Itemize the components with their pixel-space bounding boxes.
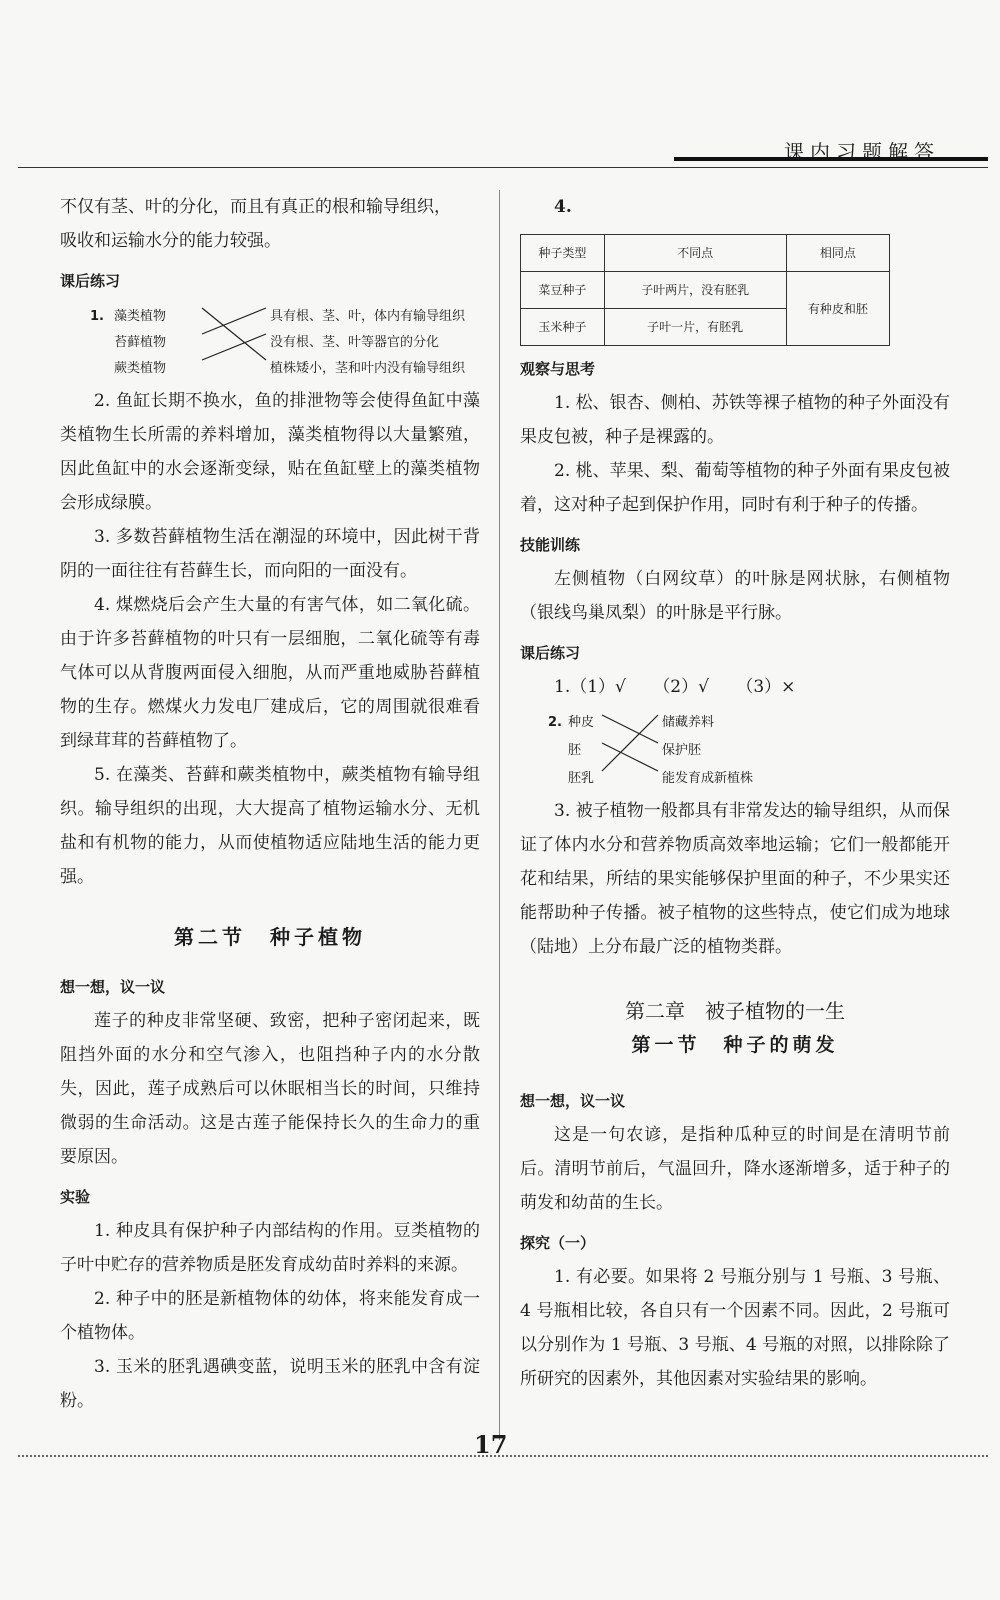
check-answers (520, 670, 950, 704)
table-cell-common: 有种皮和胚 (786, 272, 889, 346)
exercises-heading: 课后练习 (60, 272, 121, 290)
header-title: 课内习题解答 (784, 140, 940, 164)
think-text: 莲子的种皮非常坚硬、致密，把种子密闭起来，既阻挡外面的水分和空气渗入，也阻挡种子内的水分散失，因此，莲子成熟后可以休眠相当长的时间，只维持微弱的生命活动。这是古莲子能保持长久的生命力的重要原因。 (60, 1011, 480, 1167)
answer-3: 3. 被子植物一般都具有非常发达的输导组织，从而保证了体内水分和营养物质高效率地运输；它们一般都能开花和结果，所结的果实能够保护里面的种子，不少果实还能帮助种子传播。被子植物的这些特点，使它们成为地球（陆地）上分布最广泛的植物类群。 (520, 801, 950, 957)
page-number: 17 (474, 1430, 508, 1459)
matching-exercise-2 (548, 706, 950, 786)
table-header: 相同点 (786, 235, 889, 272)
match-right-item: 保护胚 (662, 743, 702, 758)
check-answer: （3）× (736, 677, 796, 697)
observe-answer-1: 1. 松、银杏、侧柏、苏铁等裸子植物的种子外面没有果皮包被，种子是裸露的。 (520, 393, 950, 447)
match-lines-1 (90, 300, 290, 376)
observe-heading: 观察与思考 (520, 360, 596, 378)
intro-line-2: 吸收和运输水分的能力较强。 (60, 231, 281, 251)
experiment-answer-2: 2. 种子中的胚是新植物体的幼体，将来能发育成一个植物体。 (60, 1289, 480, 1343)
match-right-item: 具有根、茎、叶，体内有输导组织 (270, 309, 466, 324)
table-number: 4. (554, 197, 572, 217)
header-rule-thick (674, 157, 988, 161)
answer-5: 5. 在藻类、苔藓和蕨类植物中，蕨类植物有输导组织。输导组织的出现，大大提高了植物运输水分、无机盐和有机物的能力，从而使植物适应陆地生活的能力更强。 (60, 765, 480, 887)
match-left-item: 苔藓植物 (114, 335, 167, 350)
match-right-item: 植株矮小，茎和叶内没有输导组织 (270, 361, 466, 376)
explore-answer-1: 1. 有必要。如果将 2 号瓶分别与 1 号瓶、3 号瓶、4 号瓶相比较，各自只有一个因素不同。因此，2 号瓶可以分别作为 1 号瓶、3 号瓶、4 号瓶的对照，以排除除了所研究的因素外，其他因素对实验结果的影响。 (520, 1267, 950, 1389)
table-header: 不同点 (604, 235, 786, 272)
think-heading: 想一想，议一议 (520, 1092, 626, 1110)
seed-comparison-table (520, 234, 890, 346)
left-column (60, 190, 480, 1418)
match-right-item: 储藏养料 (662, 715, 715, 730)
header-rule (18, 167, 988, 168)
match-left-item: 种皮 (568, 715, 595, 730)
chapter-title: 第二章 被子植物的一生 (625, 999, 845, 1023)
experiment-answer-3: 3. 玉米的胚乳遇碘变蓝，说明玉米的胚乳中含有淀粉。 (60, 1357, 480, 1411)
column-divider (499, 190, 500, 1440)
check-answer: 1.（1）√ (554, 677, 626, 697)
table-header-row (521, 235, 890, 272)
answer-3: 3. 多数苔藓植物生活在潮湿的环境中，因此树干背阴的一面往往有苔藓生长，而向阳的一面没有。 (60, 527, 480, 581)
experiment-heading: 实验 (60, 1188, 91, 1206)
exercises-heading: 课后练习 (520, 644, 581, 662)
match-right-item: 没有根、茎、叶等器官的分化 (270, 335, 440, 350)
answer-4: 4. 煤燃烧后会产生大量的有害气体，如二氧化硫。由于许多苔藓植物的叶只有一层细胞，二氧化硫等有毒气体可以从背腹两面侵入细胞，从而严重地威胁苔藓植物的生存。燃煤火力发电厂建成后，它的周围就很难看到绿茸茸的苔藓植物了。 (60, 595, 480, 751)
observe-answer-2: 2. 桃、苹果、梨、葡萄等植物的种子外面有果皮包被着，这对种子起到保护作用，同时有利于种子的传播。 (520, 461, 950, 515)
right-column (520, 190, 950, 1396)
match-left-item: 胚 (568, 743, 582, 758)
footer-dotted-rule (18, 1455, 988, 1457)
section-title: 第二节 种子植物 (174, 925, 366, 949)
section-title: 第一节 种子的萌发 (631, 1034, 839, 1056)
skill-heading: 技能训练 (520, 536, 581, 554)
answer-2: 2. 鱼缸长期不换水，鱼的排泄物等会使得鱼缸中藻类植物生长所需的养料增加，藻类植物得以大量繁殖，因此鱼缸中的水会逐渐变绿，贴在鱼缸壁上的藻类植物会形成绿膜。 (60, 391, 480, 513)
table-cell: 菜豆种子 (521, 272, 605, 309)
match-number: 2. (548, 715, 562, 730)
table-cell: 子叶两片，没有胚乳 (604, 272, 786, 309)
think-text: 这是一句农谚，是指种瓜种豆的时间是在清明节前后。清明节前后，气温回升，降水逐渐增多，适于种子的萌发和幼苗的生长。 (520, 1125, 950, 1213)
match-number: 1. (90, 309, 104, 324)
think-heading: 想一想，议一议 (60, 978, 166, 996)
check-answer: （2）√ (653, 677, 709, 697)
match-right-item: 能发育成新植株 (662, 771, 754, 786)
experiment-answer-1: 1. 种皮具有保护种子内部结构的作用。豆类植物的子叶中贮存的营养物质是胚发育成幼苗时养料的来源。 (60, 1221, 480, 1275)
table-header: 种子类型 (521, 235, 605, 272)
table-cell: 玉米种子 (521, 309, 605, 346)
intro-line-1: 不仅有茎、叶的分化，而且有真正的根和输导组织， (60, 197, 451, 217)
skill-text: 左侧植物（白网纹草）的叶脉是网状脉，右侧植物（银线鸟巢凤梨）的叶脉是平行脉。 (520, 569, 950, 623)
table-row (521, 272, 890, 309)
match-left-item: 藻类植物 (114, 309, 167, 324)
matching-exercise-1 (90, 300, 480, 376)
explore-heading: 探究（一） (520, 1234, 596, 1252)
match-left-item: 胚乳 (568, 771, 595, 786)
match-left-item: 蕨类植物 (114, 361, 167, 376)
table-cell: 子叶一片，有胚乳 (604, 309, 786, 346)
